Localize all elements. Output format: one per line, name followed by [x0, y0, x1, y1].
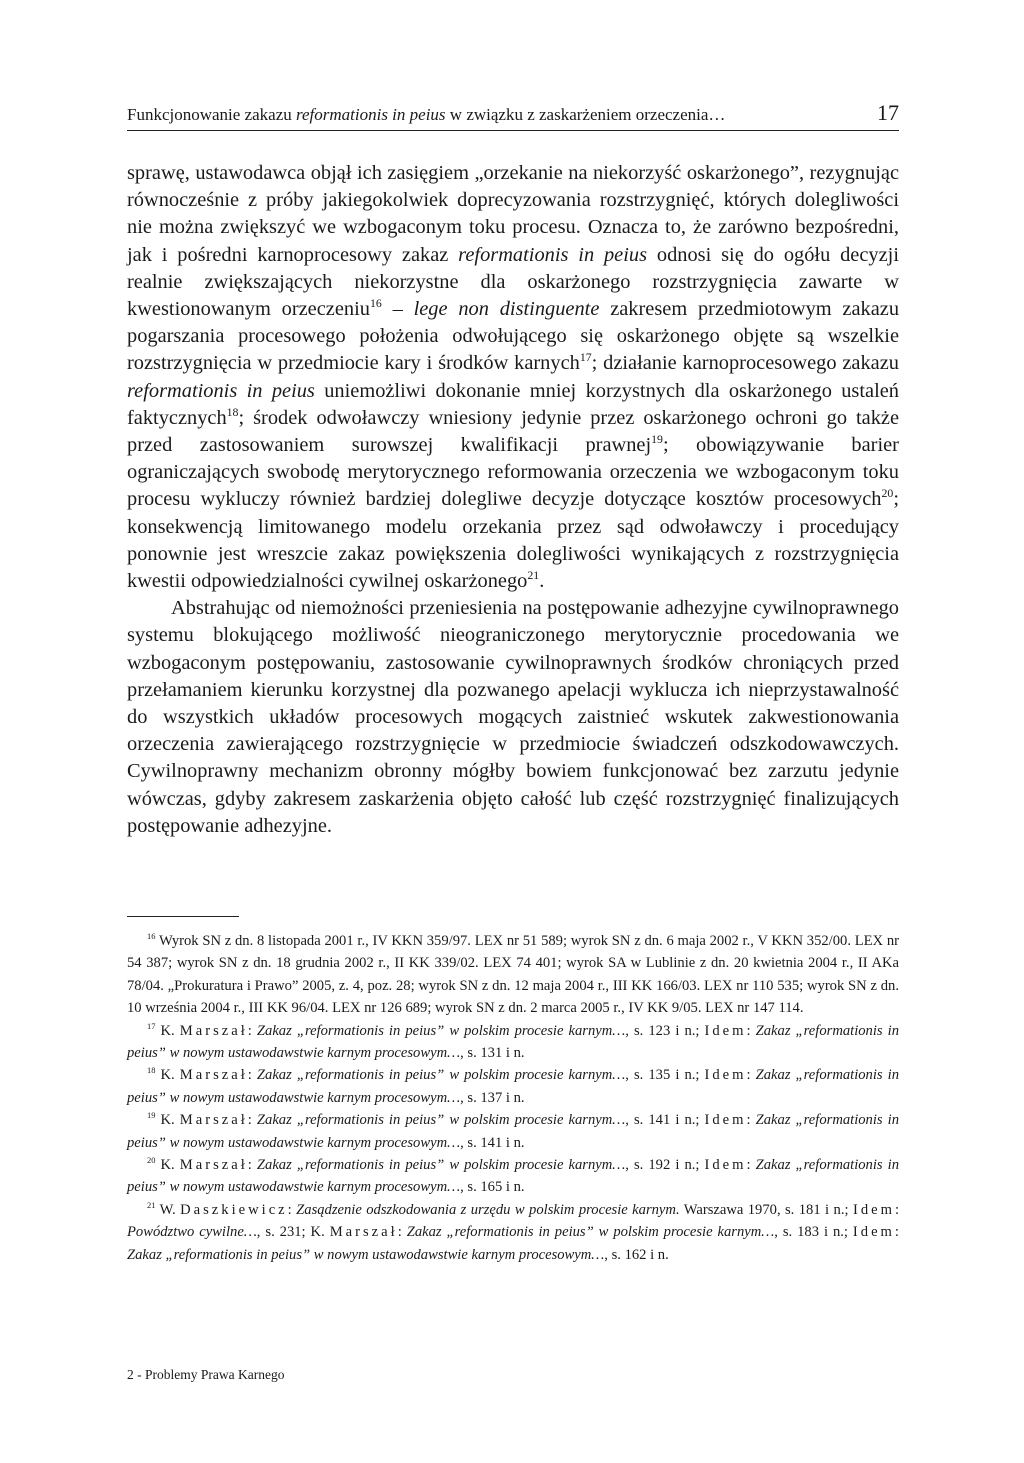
- separator: :: [894, 1224, 899, 1241]
- citation-title: Zakaz „reformationis in peius” w nowym ustawodawstwie karnym procesowym…: [127, 1022, 899, 1062]
- author-name: Marszał: [179, 1112, 248, 1129]
- footnote-19: [127, 1109, 899, 1154]
- separator: :: [247, 1157, 257, 1174]
- citation-title: Zakaz „reformationis in peius” w polskim procesie karnym…: [256, 1112, 626, 1129]
- separator: :: [247, 1067, 257, 1084]
- footnote-number: 17: [147, 1020, 156, 1031]
- citation-title: Zakaz „reformationis in peius” w polskim procesie karnym…: [256, 1067, 626, 1084]
- footnote-number: 18: [147, 1065, 156, 1076]
- author-name: Marszał: [179, 1157, 248, 1174]
- citation-pages: Warszawa 1970, s. 181 i n.;: [679, 1201, 853, 1218]
- separator: :: [894, 1201, 900, 1218]
- citation-pages: , s. 162 i n.: [604, 1246, 669, 1263]
- citation-pages: , s. 137 i n.: [460, 1089, 525, 1106]
- author-initial: W.: [155, 1201, 181, 1218]
- citation-pages: , s. 131 i n.: [460, 1045, 525, 1062]
- running-head: [127, 105, 725, 125]
- separator: :: [746, 1112, 756, 1129]
- citation-title: Zakaz „reformationis in peius” w nowym ustawodawstwie karnym procesowym…: [127, 1067, 899, 1106]
- paragraph-2: Abstrahując od niemożności przeniesienia na postępowanie adhezyjne cywilnoprawnego systemu blokującego możliwość nieograniczonego merytorycznie procedowania we wzbogaconym postępowaniu, zastosowanie cywilnoprawnych środków chroniących przed przełamaniem kierunku korzystnej dla pozwanego apelacji wyklucza ich nieprzystawalność do wszystkich układów procesowych mogących zaistnieć wskutek zakwestionowania orzeczenia zawierającego rozstrzygnięcie w przedmiocie świadczeń odszkodowawczych. Cywilnoprawny mechanizm obronny mógłby bowiem funkcjonować bez zarzutu jedynie wówczas, gdyby zakresem zaskarżenia objęto całość lub część rozstrzygnięć finalizujących postępowanie adhezyjne.: [127, 597, 899, 837]
- footnote-number: 19: [147, 1110, 156, 1121]
- citation-pages: , s. 135 i n.;: [625, 1067, 705, 1084]
- running-header: [127, 100, 899, 131]
- author-name: Marszał: [179, 1067, 248, 1084]
- citation-title: Powództwo cywilne…: [127, 1224, 257, 1241]
- separator: :: [397, 1224, 407, 1241]
- italic-phrase: reformationis in peius: [127, 379, 315, 402]
- footnote-ref-19: 19: [651, 432, 663, 447]
- citation-title: Zakaz „reformationis in peius” w polskim procesie karnym…: [256, 1157, 626, 1174]
- text-run: ; obowiązywanie barier ograniczających swobodę merytorycznego reformowania orzeczenia we wzbogaconym toku procesu wykluczy również bardziej dolegliwe decyzje dotyczące kosztów procesowych: [127, 434, 899, 511]
- citation-pages: , s. 183 i n.;: [774, 1224, 853, 1241]
- text-run: .: [539, 570, 545, 593]
- text-run: –: [381, 298, 414, 321]
- citation-title: Zakaz „reformationis in peius” w nowym ustawodawstwie karnym procesowym…: [127, 1157, 899, 1196]
- citation-pages: , s. 141 i n.;: [625, 1112, 705, 1129]
- footnote-number: 21: [147, 1200, 156, 1211]
- footnote-ref-17: 17: [579, 350, 592, 365]
- idem: Idem: [852, 1224, 895, 1241]
- footnote-ref-16: 16: [369, 296, 382, 311]
- footnote-number: 16: [147, 931, 156, 942]
- footnote-21: [127, 1199, 899, 1266]
- author-initial: K.: [155, 1067, 180, 1084]
- page-number: 17: [877, 100, 899, 125]
- footnote-divider: [127, 916, 239, 917]
- running-head-italic: reformationis in peius: [296, 105, 446, 124]
- citation-pages: , s. 123 i n.;: [625, 1022, 705, 1039]
- footnote-ref-18: 18: [226, 405, 239, 420]
- author-initial: K.: [155, 1157, 180, 1174]
- main-text: [127, 160, 899, 840]
- citation-pages: , s. 192 i n.;: [625, 1157, 705, 1174]
- italic-phrase: lege non distinguente: [413, 298, 600, 321]
- footnote-number: 20: [147, 1155, 156, 1166]
- footnote-ref-21: 21: [527, 568, 540, 583]
- sheet-signature: 2 - Problemy Prawa Karnego: [127, 1367, 285, 1382]
- idem: Idem: [704, 1067, 747, 1084]
- running-head-text-end: w związku z zaskarżeniem orzeczenia…: [445, 105, 726, 124]
- citation-title: Zasądzenie odszkodowania z urzędu w polskim procesie karnym.: [296, 1201, 680, 1218]
- separator: :: [746, 1022, 756, 1039]
- idem: Idem: [704, 1157, 747, 1174]
- author-initial: K.: [155, 1022, 180, 1039]
- footnote-ref-20: 20: [881, 486, 894, 501]
- citation-title: Zakaz „reformationis in peius” w polskim procesie karnym…: [256, 1022, 626, 1039]
- footnote-16: [127, 930, 899, 1020]
- idem: Idem: [704, 1022, 747, 1039]
- footnote-17: [127, 1020, 899, 1065]
- author-name: Daszkiewicz: [180, 1201, 288, 1218]
- text-run: uniemożliwi dokonanie mniej korzystnych dla oskarżonego ustaleń faktycznych: [127, 379, 899, 429]
- citation-pages: , s. 141 i n.: [460, 1134, 525, 1151]
- text-run: ; środek odwoławczy wniesiony jedynie przez oskarżonego ochroni go także przed zastosowaniem surowszej kwalifikacji prawnej: [127, 406, 899, 457]
- separator: :: [247, 1112, 257, 1129]
- separator: :: [247, 1022, 257, 1039]
- author-initial: K.: [155, 1112, 180, 1129]
- separator: :: [746, 1067, 756, 1084]
- text-run: sprawę, ustawodawca objął ich zasięgiem „orzekanie na niekorzyść oskarżonego”, rezygnując równocześnie z próby jakiegokolwiek doprecyzowania rozstrzygnięć, których dolegliwości nie można zwiększyć we wzbogaconym toku procesu. Oznacza to, że zarówno bezpośredni, jak i pośredni karnoprocesowy zakaz: [127, 162, 899, 266]
- text-run: ; konsekwencją limitowanego modelu orzekania przez sąd odwoławczy i procedujący ponownie jest wreszcie zakaz powiększenia dolegliwości wynikających z rozstrzygnięcia kwestii odpowiedzialności cywilnej oskarżonego: [127, 488, 899, 593]
- paragraph-1: [127, 160, 899, 595]
- citation-title: Zakaz „reformationis in peius” w polskim procesie karnym…: [406, 1224, 775, 1241]
- text-run: ; działanie karnoprocesowego zakazu: [591, 352, 899, 375]
- separator: :: [287, 1201, 297, 1218]
- text-run: zakresem przedmiotowym zakazu pogarszania procesowego położenia odwołującego się oskarżonego objęte są wszelkie rozstrzygnięcia w przedmiocie kary i środków karnych: [127, 298, 900, 375]
- separator: :: [746, 1157, 756, 1174]
- running-head-text: Funkcjonowanie zakazu: [127, 105, 296, 124]
- idem: Idem: [704, 1112, 747, 1129]
- footnote-text: Wyrok SN z dn. 8 listopada 2001 r., IV KKN 359/97. LEX nr 51 589; wyrok SN z dn. 6 maja 2002 r., V KKN 352/00. LEX nr 54 387; wyrok SN z dn. 18 grudnia 2002 r., II KK 339/02. LEX 74 401; wyrok SA w Lublinie z dn. 20 kwietnia 2004 r., II AKa 78/04. „Prokuratura i Prawo” 2005, z. 4, poz. 28; wyrok SN z dn. 12 maja 2004 r., III KK 166/03. LEX nr 110 535; wyrok SN z dn. 10 września 2004 r., III KK 96/04. LEX nr 126 689; wyrok SN z dn. 2 marca 2005 r., IV KK 9/05. LEX nr 147 114.: [127, 933, 899, 1017]
- citation-title: Zakaz „reformationis in peius” w nowym ustawodawstwie karnym procesowym…: [127, 1112, 899, 1151]
- citation-pages: , s. 231; K.: [256, 1224, 330, 1241]
- footnote-20: [127, 1154, 899, 1199]
- idem: Idem: [852, 1201, 895, 1218]
- footnotes: [127, 930, 899, 1266]
- author-name: Marszał: [179, 1022, 248, 1039]
- citation-pages: , s. 165 i n.: [460, 1179, 525, 1196]
- author-name: Marszał: [329, 1224, 398, 1241]
- text-run: odnosi się do ogółu decyzji realnie zwiększających niekorzystne dla oskarżonego rozstrzygnięcia zawarte w kwestionowanym orzeczeniu: [127, 243, 899, 321]
- footnote-18: [127, 1064, 899, 1109]
- italic-phrase: reformationis in peius: [458, 243, 648, 266]
- citation-title: Zakaz „reformationis in peius” w nowym ustawodawstwie karnym procesowym…: [127, 1246, 605, 1263]
